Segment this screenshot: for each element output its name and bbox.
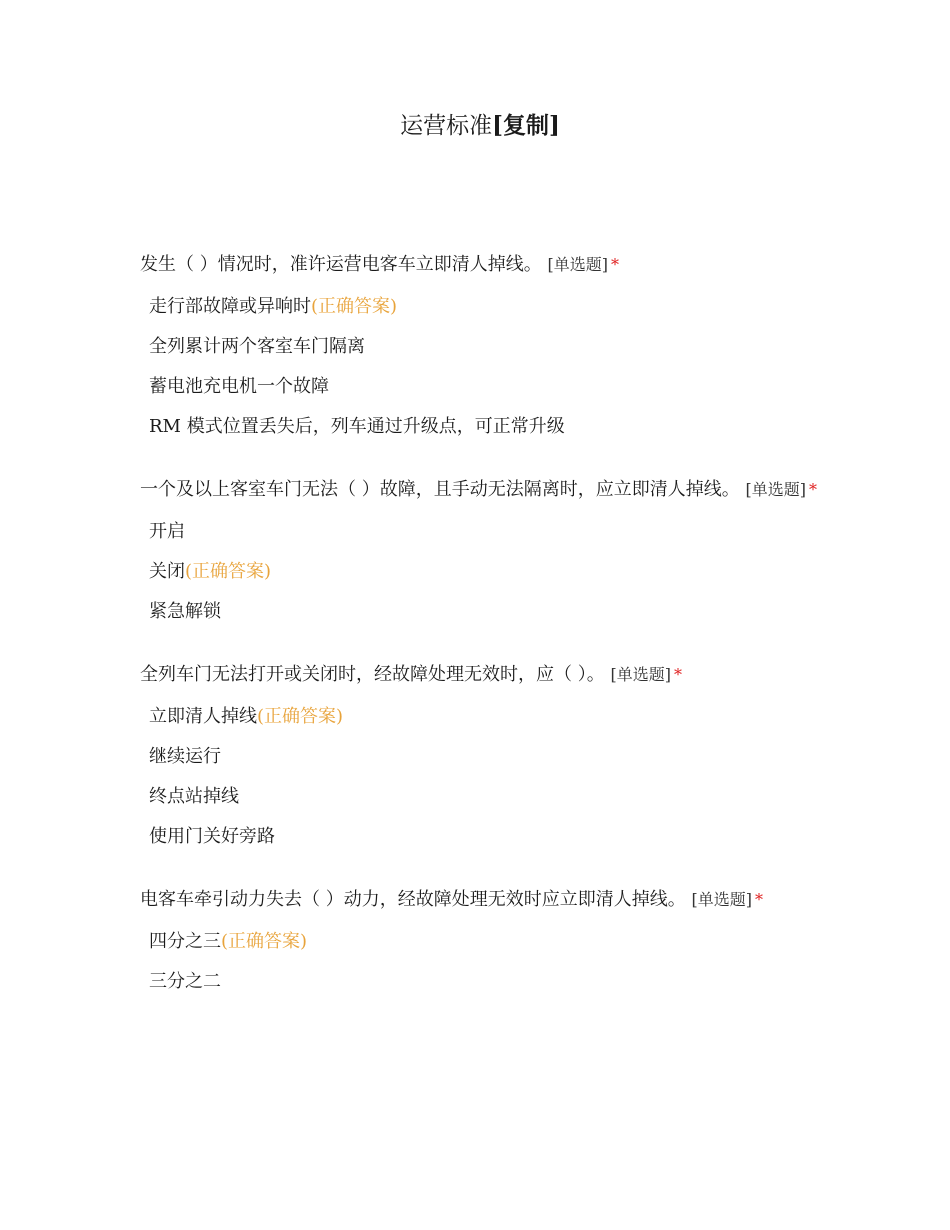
option bbox=[140, 962, 820, 1002]
document-title bbox=[0, 108, 950, 144]
option-label: RM 模式位置丢失后，列车通过升级点，可正常升级 bbox=[149, 416, 565, 437]
question-text bbox=[140, 656, 820, 693]
option-label: 终点站掉线 bbox=[149, 786, 239, 807]
option-label: 开启 bbox=[149, 521, 185, 542]
correct-answer-mark: (正确答案) bbox=[221, 931, 308, 952]
option-label: 紧急解锁 bbox=[149, 601, 221, 622]
question-type-label: [单选题] bbox=[691, 890, 752, 909]
option bbox=[140, 817, 820, 857]
option bbox=[140, 552, 820, 592]
option-label: 使用门关好旁路 bbox=[149, 826, 275, 847]
option-list bbox=[140, 287, 820, 447]
required-marker: * bbox=[610, 255, 619, 274]
question-text bbox=[140, 471, 820, 508]
option bbox=[140, 407, 820, 447]
question-type-label: [单选题] bbox=[547, 255, 608, 274]
option bbox=[140, 697, 820, 737]
option-label: 立即清人掉线 bbox=[149, 706, 257, 727]
required-marker: * bbox=[808, 480, 817, 499]
question-stem: 全列车门无法打开或关闭时，经故障处理无效时，应（ ）。 bbox=[140, 664, 605, 685]
option bbox=[140, 327, 820, 367]
option bbox=[140, 922, 820, 962]
question-stem: 电客车牵引动力失去（ ）动力，经故障处理无效时应立即清人掉线。 bbox=[140, 889, 686, 910]
option bbox=[140, 777, 820, 817]
option bbox=[140, 512, 820, 552]
correct-answer-mark: (正确答案) bbox=[311, 296, 398, 317]
option-label: 继续运行 bbox=[149, 746, 221, 767]
option bbox=[140, 592, 820, 632]
option-label: 蓄电池充电机一个故障 bbox=[149, 376, 329, 397]
question-stem: 一个及以上客室车门无法（ ）故障，且手动无法隔离时，应立即清人掉线。 bbox=[140, 479, 740, 500]
required-marker: * bbox=[754, 890, 763, 909]
option-list bbox=[140, 697, 820, 857]
option bbox=[140, 367, 820, 407]
option bbox=[140, 737, 820, 777]
option-label: 全列累计两个客室车门隔离 bbox=[149, 336, 365, 357]
option-label: 关闭 bbox=[149, 561, 185, 582]
question-4 bbox=[140, 881, 820, 1002]
correct-answer-mark: (正确答案) bbox=[185, 561, 272, 582]
question-3 bbox=[140, 656, 820, 857]
correct-answer-mark: (正确答案) bbox=[257, 706, 344, 727]
option-label: 四分之三 bbox=[149, 931, 221, 952]
question-list bbox=[140, 246, 820, 1026]
title-suffix: [复制] bbox=[492, 112, 560, 139]
question-text bbox=[140, 246, 820, 283]
option-label: 三分之二 bbox=[149, 971, 221, 992]
option-list bbox=[140, 922, 820, 1002]
title-main: 运营标准 bbox=[400, 113, 493, 139]
question-1 bbox=[140, 246, 820, 447]
question-stem: 发生（ ）情况时，准许运营电客车立即清人掉线。 bbox=[140, 254, 542, 275]
option-list bbox=[140, 512, 820, 632]
question-type-label: [单选题] bbox=[610, 665, 671, 684]
question-2 bbox=[140, 471, 820, 632]
option-label: 走行部故障或异响时 bbox=[149, 296, 311, 317]
question-text bbox=[140, 881, 820, 918]
question-type-label: [单选题] bbox=[745, 480, 806, 499]
option bbox=[140, 287, 820, 327]
required-marker: * bbox=[673, 665, 682, 684]
